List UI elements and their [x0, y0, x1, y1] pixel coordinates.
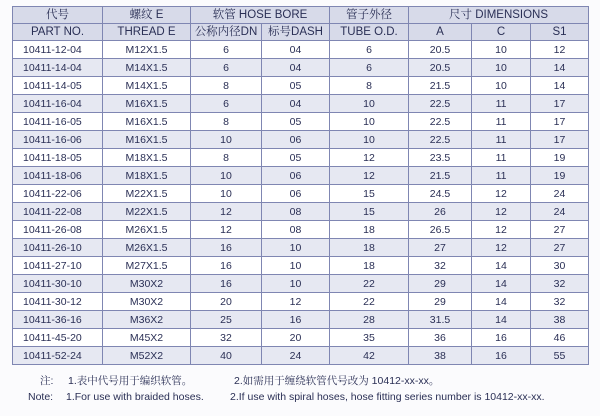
cell-thread: M45X2 [103, 329, 191, 347]
cell-dim-a: 24.5 [409, 185, 472, 203]
table-row [13, 257, 589, 275]
cell-dim-s1: 27 [531, 239, 589, 257]
cell-hose-dash: 08 [262, 221, 330, 239]
cell-thread: M14X1.5 [103, 59, 191, 77]
cell-dim-s1: 27 [531, 221, 589, 239]
cell-dim-c: 11 [472, 95, 531, 113]
cell-part-no: 10411-36-16 [13, 311, 103, 329]
cell-hose-dash: 16 [262, 311, 330, 329]
cell-hose-dn: 16 [191, 239, 262, 257]
cell-hose-dash: 10 [262, 257, 330, 275]
cell-dim-c: 16 [472, 329, 531, 347]
cell-thread: M22X1.5 [103, 203, 191, 221]
cell-hose-dn: 8 [191, 149, 262, 167]
cell-part-no: 10411-18-05 [13, 149, 103, 167]
cell-thread: M52X2 [103, 347, 191, 365]
table-row [13, 311, 589, 329]
cell-dim-c: 10 [472, 41, 531, 59]
cell-dim-a: 29 [409, 275, 472, 293]
cell-hose-dash: 05 [262, 77, 330, 95]
cell-dim-c: 12 [472, 221, 531, 239]
cell-tube-od: 15 [330, 185, 409, 203]
cell-dim-a: 20.5 [409, 41, 472, 59]
cell-hose-dn: 12 [191, 221, 262, 239]
notes-en [12, 389, 588, 405]
cell-part-no: 10411-16-06 [13, 131, 103, 149]
cell-dim-c: 12 [472, 203, 531, 221]
cell-tube-od: 18 [330, 221, 409, 239]
cell-dim-a: 36 [409, 329, 472, 347]
table-row [13, 131, 589, 149]
cell-dim-a: 27 [409, 239, 472, 257]
notes-section [12, 373, 588, 405]
cell-tube-od: 12 [330, 149, 409, 167]
cell-hose-dash: 04 [262, 95, 330, 113]
cell-dim-a: 21.5 [409, 167, 472, 185]
cell-thread: M27X1.5 [103, 257, 191, 275]
table-row [13, 185, 589, 203]
note-en-1: 1.For use with braided hoses. [66, 391, 204, 403]
cell-dim-s1: 14 [531, 77, 589, 95]
table-row [13, 167, 589, 185]
cell-dim-c: 11 [472, 167, 531, 185]
cell-hose-dn: 16 [191, 257, 262, 275]
cell-dim-s1: 32 [531, 275, 589, 293]
cell-thread: M14X1.5 [103, 77, 191, 95]
cell-hose-dn: 8 [191, 113, 262, 131]
header-dimensions-group: 尺寸 DIMENSIONS [409, 7, 589, 24]
cell-part-no: 10411-30-10 [13, 275, 103, 293]
cell-part-no: 10411-14-05 [13, 77, 103, 95]
cell-dim-c: 14 [472, 311, 531, 329]
note-cn-2: 2.如需用于缠绕软管代号改为 10412-xx-xx。 [234, 375, 440, 387]
cell-hose-dn: 16 [191, 275, 262, 293]
cell-dim-s1: 14 [531, 59, 589, 77]
cell-hose-dash: 24 [262, 347, 330, 365]
cell-dim-c: 11 [472, 149, 531, 167]
cell-hose-dn: 20 [191, 293, 262, 311]
cell-part-no: 10411-26-08 [13, 221, 103, 239]
cell-dim-a: 22.5 [409, 95, 472, 113]
header-part-en: PART NO. [13, 24, 103, 41]
cell-dim-a: 26 [409, 203, 472, 221]
cell-hose-dn: 12 [191, 203, 262, 221]
table-body [13, 41, 589, 365]
cell-dim-a: 31.5 [409, 311, 472, 329]
cell-tube-od: 8 [330, 77, 409, 95]
cell-part-no: 10411-26-10 [13, 239, 103, 257]
cell-hose-dash: 20 [262, 329, 330, 347]
cell-part-no: 10411-52-24 [13, 347, 103, 365]
cell-thread: M30X2 [103, 275, 191, 293]
cell-thread: M16X1.5 [103, 131, 191, 149]
cell-dim-c: 12 [472, 239, 531, 257]
cell-dim-s1: 55 [531, 347, 589, 365]
cell-part-no: 10411-22-08 [13, 203, 103, 221]
cell-tube-od: 12 [330, 167, 409, 185]
cell-tube-od: 15 [330, 203, 409, 221]
cell-hose-dash: 12 [262, 293, 330, 311]
cell-tube-od: 35 [330, 329, 409, 347]
cell-part-no: 10411-16-05 [13, 113, 103, 131]
cell-part-no: 10411-14-04 [13, 59, 103, 77]
cell-thread: M16X1.5 [103, 95, 191, 113]
cell-hose-dash: 04 [262, 59, 330, 77]
cell-tube-od: 28 [330, 311, 409, 329]
table-row [13, 239, 589, 257]
cell-dim-c: 14 [472, 293, 531, 311]
cell-dim-c: 12 [472, 185, 531, 203]
fitting-spec-table [12, 6, 589, 365]
cell-part-no: 10411-22-06 [13, 185, 103, 203]
cell-dim-a: 22.5 [409, 131, 472, 149]
cell-hose-dn: 32 [191, 329, 262, 347]
cell-dim-a: 38 [409, 347, 472, 365]
cell-hose-dn: 6 [191, 41, 262, 59]
cell-part-no: 10411-18-06 [13, 167, 103, 185]
cell-hose-dash: 06 [262, 167, 330, 185]
cell-part-no: 10411-12-04 [13, 41, 103, 59]
cell-dim-c: 16 [472, 347, 531, 365]
header-hose-bore-group: 软管 HOSE BORE [191, 7, 330, 24]
header-thread-cn: 螺纹 E [103, 7, 191, 24]
cell-hose-dash: 05 [262, 113, 330, 131]
header-dim-a: A [409, 24, 472, 41]
table-row [13, 293, 589, 311]
header-dim-s1: S1 [531, 24, 589, 41]
cell-hose-dn: 6 [191, 95, 262, 113]
cell-dim-c: 14 [472, 257, 531, 275]
cell-dim-s1: 46 [531, 329, 589, 347]
cell-dim-a: 32 [409, 257, 472, 275]
cell-thread: M18X1.5 [103, 149, 191, 167]
cell-thread: M22X1.5 [103, 185, 191, 203]
cell-dim-s1: 17 [531, 95, 589, 113]
cell-dim-s1: 30 [531, 257, 589, 275]
cell-thread: M36X2 [103, 311, 191, 329]
table-row [13, 221, 589, 239]
cell-tube-od: 6 [330, 41, 409, 59]
cell-part-no: 10411-30-12 [13, 293, 103, 311]
header-part-cn: 代号 [13, 7, 103, 24]
cell-tube-od: 22 [330, 293, 409, 311]
cell-thread: M26X1.5 [103, 239, 191, 257]
cell-tube-od: 42 [330, 347, 409, 365]
cell-hose-dash: 05 [262, 149, 330, 167]
cell-tube-od: 10 [330, 113, 409, 131]
cell-hose-dn: 40 [191, 347, 262, 365]
cell-hose-dn: 10 [191, 185, 262, 203]
cell-thread: M18X1.5 [103, 167, 191, 185]
cell-dim-c: 14 [472, 275, 531, 293]
notes-cn [12, 373, 588, 389]
cell-hose-dn: 8 [191, 77, 262, 95]
table-row [13, 59, 589, 77]
cell-hose-dash: 06 [262, 131, 330, 149]
note-cn-1: 1.表中代号用于编织软管。 [68, 375, 193, 387]
notes-cn-label: 注: [40, 375, 54, 387]
header-tube-cn: 管子外径 [330, 7, 409, 24]
cell-dim-s1: 38 [531, 311, 589, 329]
table-row [13, 203, 589, 221]
cell-hose-dn: 10 [191, 131, 262, 149]
cell-hose-dash: 08 [262, 203, 330, 221]
table-row [13, 41, 589, 59]
cell-hose-dash: 06 [262, 185, 330, 203]
cell-dim-c: 10 [472, 59, 531, 77]
cell-dim-a: 20.5 [409, 59, 472, 77]
table-row [13, 113, 589, 131]
cell-dim-a: 26.5 [409, 221, 472, 239]
cell-dim-a: 21.5 [409, 77, 472, 95]
cell-thread: M16X1.5 [103, 113, 191, 131]
table-row [13, 77, 589, 95]
cell-dim-a: 22.5 [409, 113, 472, 131]
header-tube-en: TUBE O.D. [330, 24, 409, 41]
table-row [13, 275, 589, 293]
cell-tube-od: 18 [330, 239, 409, 257]
header-hose-dn: 公称内径DN [191, 24, 262, 41]
cell-tube-od: 10 [330, 131, 409, 149]
table-header [13, 7, 589, 41]
cell-tube-od: 18 [330, 257, 409, 275]
cell-dim-c: 11 [472, 113, 531, 131]
cell-dim-s1: 17 [531, 131, 589, 149]
cell-part-no: 10411-27-10 [13, 257, 103, 275]
cell-part-no: 10411-45-20 [13, 329, 103, 347]
cell-part-no: 10411-16-04 [13, 95, 103, 113]
cell-tube-od: 10 [330, 95, 409, 113]
cell-hose-dash: 10 [262, 239, 330, 257]
note-en-2: 2.If use with spiral hoses, hose fitting series number is 10412-xx-xx. [230, 391, 545, 403]
cell-dim-s1: 19 [531, 167, 589, 185]
cell-tube-od: 22 [330, 275, 409, 293]
table-row [13, 329, 589, 347]
table-row [13, 149, 589, 167]
cell-thread: M30X2 [103, 293, 191, 311]
cell-dim-s1: 12 [531, 41, 589, 59]
cell-hose-dn: 6 [191, 59, 262, 77]
cell-thread: M26X1.5 [103, 221, 191, 239]
cell-tube-od: 6 [330, 59, 409, 77]
cell-dim-s1: 32 [531, 293, 589, 311]
cell-hose-dn: 25 [191, 311, 262, 329]
cell-dim-s1: 19 [531, 149, 589, 167]
cell-hose-dn: 10 [191, 167, 262, 185]
cell-dim-c: 11 [472, 131, 531, 149]
table-row [13, 347, 589, 365]
cell-hose-dash: 04 [262, 41, 330, 59]
header-hose-dash: 标号DASH [262, 24, 330, 41]
cell-dim-a: 23.5 [409, 149, 472, 167]
cell-thread: M12X1.5 [103, 41, 191, 59]
cell-dim-s1: 24 [531, 203, 589, 221]
cell-dim-a: 29 [409, 293, 472, 311]
table-row [13, 95, 589, 113]
cell-dim-s1: 17 [531, 113, 589, 131]
cell-hose-dash: 10 [262, 275, 330, 293]
cell-dim-c: 10 [472, 77, 531, 95]
notes-en-label: Note: [28, 391, 54, 403]
header-thread-en: THREAD E [103, 24, 191, 41]
header-dim-c: C [472, 24, 531, 41]
cell-dim-s1: 24 [531, 185, 589, 203]
